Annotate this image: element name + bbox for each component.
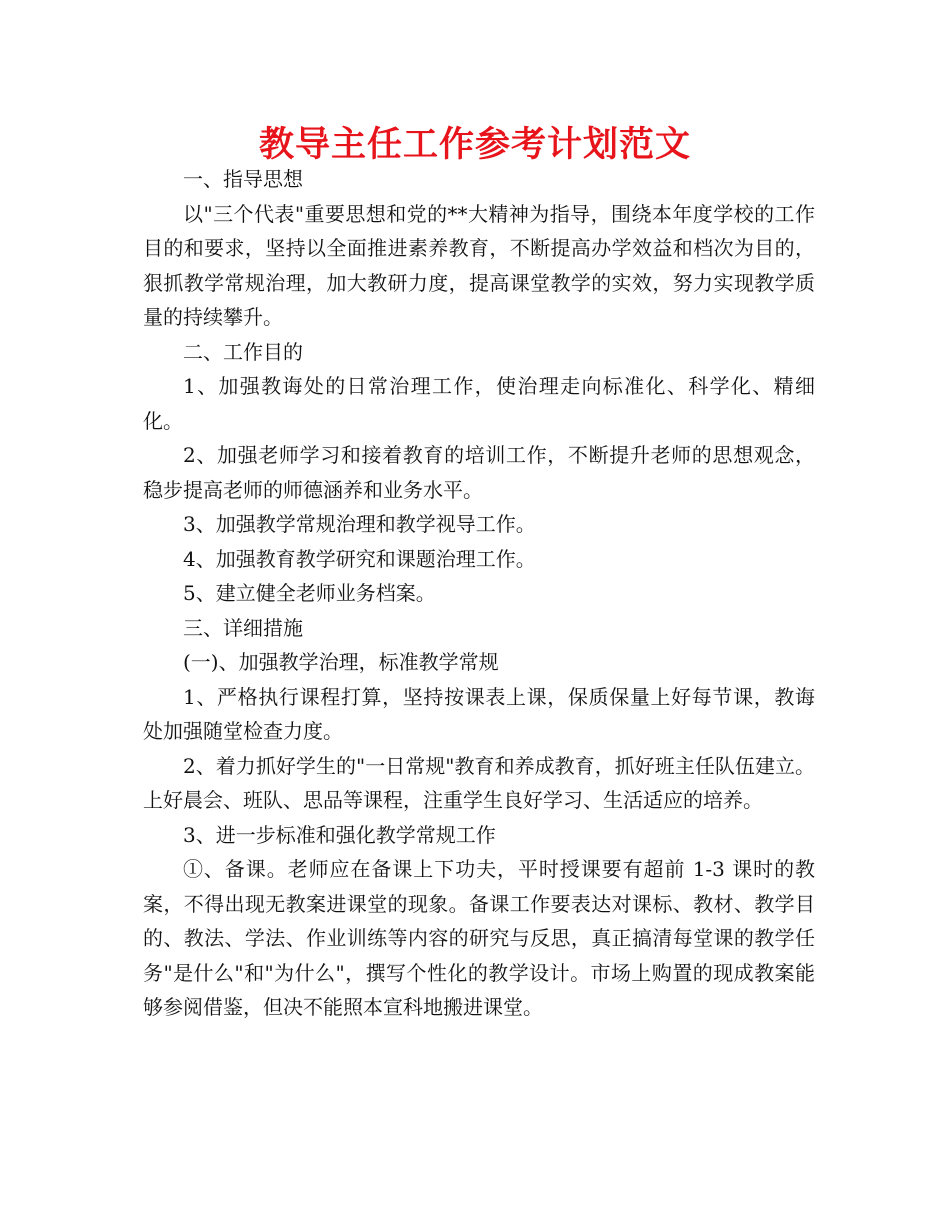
subsection-heading-1: (一)、加强教学治理，标准教学常规	[183, 650, 499, 674]
goal-item-2: 2、加强老师学习和接着教育的培训工作，不断提升老师的思想观念，稳步提高老师的师德涵养和业务水平。	[143, 443, 815, 502]
paragraph-guiding-thought: 以"三个代表"重要思想和党的**大精神为指导，围绕本年度学校的工作目的和要求，坚持以全面推进素养教育，不断提高办学效益和档次为目的，狠抓教学常规治理，加大教研力度，提高课堂教学的实效，努力实现教学质量的持续攀升。	[143, 201, 815, 329]
goal-item-3: 3、加强教学常规治理和教学视导工作。	[183, 512, 536, 536]
section-heading-guiding-thought: 一、指导思想	[183, 167, 303, 191]
goal-item-5: 5、建立健全老师业务档案。	[183, 581, 436, 605]
measure-item-3: 3、进一步标准和强化教学常规工作	[183, 822, 496, 847]
goal-item-1: 1、加强教诲处的日常治理工作，使治理走向标准化、科学化、精细化。	[143, 374, 815, 433]
section-heading-measures: 三、详细措施	[183, 615, 303, 640]
measure-item-2: 2、着力抓好学生的"一日常规"教育和养成教育，抓好班主任队伍建立。上好晨会、班队、思品等课程，注重学生良好学习、生活适应的培养。	[143, 753, 815, 812]
lesson-prep-paragraph: ①、备课。老师应在备课上下功夫，平时授课要有超前 1-3 课时的教案，不得出现无教案进课堂的现象。备课工作要表达对课标、教材、教学目的、教法、学法、作业训练等内容的研究与反思，真正搞清每堂课的教学任务"是什么"和"为什么"，撰写个性化的教学设计。市场上购置的现成教案能够参阅借鉴，但决不能照本宣科地搬进课堂。	[143, 857, 815, 1019]
goal-item-4: 4、加强教育教学研究和课题治理工作。	[183, 546, 536, 571]
measure-item-1: 1、严格执行课程打算，坚持按课表上课，保质保量上好每节课，教诲处加强随堂检查力度。	[143, 684, 815, 743]
section-heading-work-goals: 二、工作目的	[183, 339, 303, 364]
document-body	[143, 162, 815, 1025]
document-title: 教导主任工作参考计划范文	[258, 125, 691, 165]
